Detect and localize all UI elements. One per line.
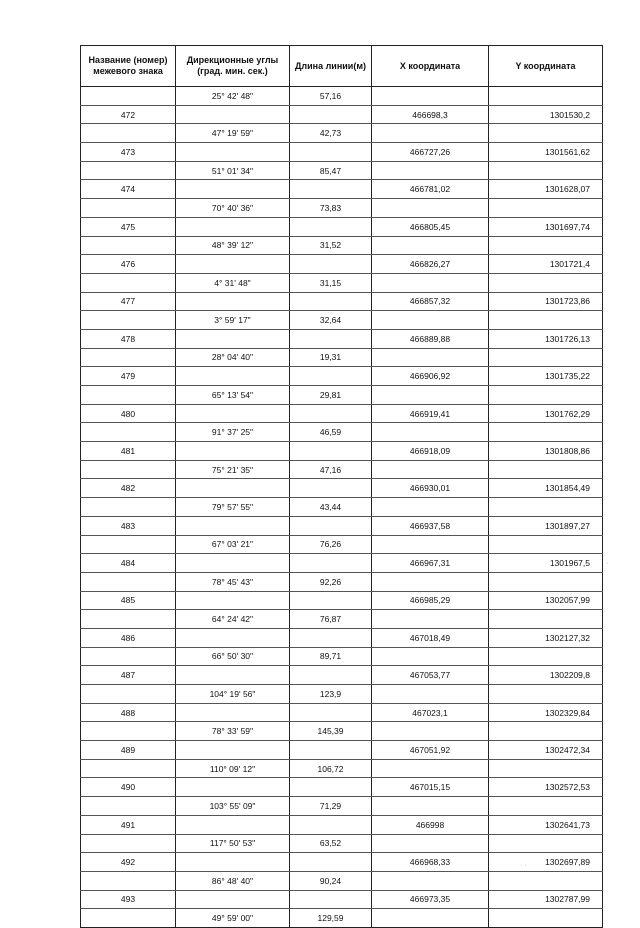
point-name: 485 (81, 591, 176, 610)
table-header-row (81, 46, 603, 87)
segment-length: 145,39 (290, 722, 372, 741)
empty-cell (176, 741, 290, 760)
empty-cell (290, 778, 372, 797)
point-x: 466967,31 (372, 554, 489, 573)
point-x: 467015,15 (372, 778, 489, 797)
point-row (81, 815, 603, 834)
point-name: 491 (81, 815, 176, 834)
point-row (81, 105, 603, 124)
empty-cell (290, 442, 372, 461)
point-x: 466889,88 (372, 329, 489, 348)
point-x: 466968,33 (372, 853, 489, 872)
segment-row (81, 423, 603, 442)
empty-cell (489, 124, 603, 143)
point-x: 467023,1 (372, 703, 489, 722)
segment-row (81, 311, 603, 330)
segment-angle: 67° 03' 21" (176, 535, 290, 554)
empty-cell (372, 386, 489, 405)
segment-row (81, 386, 603, 405)
segment-row (81, 87, 603, 106)
point-row (81, 180, 603, 199)
segment-length: 31,52 (290, 236, 372, 255)
point-y: 1301628,07 (489, 180, 603, 199)
empty-cell (81, 498, 176, 517)
empty-cell (176, 778, 290, 797)
empty-cell (81, 610, 176, 629)
empty-cell (176, 404, 290, 423)
empty-cell (176, 479, 290, 498)
point-y: 1301854,49 (489, 479, 603, 498)
empty-cell (372, 498, 489, 517)
empty-cell (176, 442, 290, 461)
point-y: 1302697,89 (489, 853, 603, 872)
segment-angle: 91° 37' 25" (176, 423, 290, 442)
point-y: 1301735,22 (489, 367, 603, 386)
segment-row (81, 535, 603, 554)
header-length: Длина линии(м) (290, 46, 372, 87)
point-y: 1302472,34 (489, 741, 603, 760)
point-row (81, 741, 603, 760)
segment-angle: 49° 59' 00" (176, 909, 290, 928)
point-x: 466998 (372, 815, 489, 834)
point-name: 490 (81, 778, 176, 797)
empty-cell (372, 311, 489, 330)
point-x: 466857,32 (372, 292, 489, 311)
point-row (81, 666, 603, 685)
point-y: 1302329,84 (489, 703, 603, 722)
point-x: 466698,3 (372, 105, 489, 124)
point-row (81, 442, 603, 461)
empty-cell (81, 311, 176, 330)
empty-cell (290, 628, 372, 647)
segment-length: 19,31 (290, 348, 372, 367)
empty-cell (489, 685, 603, 704)
empty-cell (372, 124, 489, 143)
empty-cell (372, 797, 489, 816)
segment-row (81, 610, 603, 629)
segment-length: 73,83 (290, 199, 372, 218)
segment-length: 85,47 (290, 161, 372, 180)
segment-length: 31,15 (290, 273, 372, 292)
point-y: 1301721,4 (489, 255, 603, 274)
empty-cell (489, 236, 603, 255)
point-row (81, 143, 603, 162)
empty-cell (176, 516, 290, 535)
segment-row (81, 161, 603, 180)
scan-specks: · (606, 560, 609, 567)
point-x: 467053,77 (372, 666, 489, 685)
segment-angle: 78° 45' 43" (176, 572, 290, 591)
empty-cell (372, 423, 489, 442)
point-name: 477 (81, 292, 176, 311)
point-name: 493 (81, 890, 176, 909)
point-row (81, 778, 603, 797)
empty-cell (290, 853, 372, 872)
empty-cell (81, 236, 176, 255)
empty-cell (372, 199, 489, 218)
segment-length: 46,59 (290, 423, 372, 442)
point-row (81, 554, 603, 573)
point-row (81, 292, 603, 311)
empty-cell (176, 329, 290, 348)
point-row (81, 479, 603, 498)
segment-length: 106,72 (290, 759, 372, 778)
point-name: 488 (81, 703, 176, 722)
empty-cell (176, 255, 290, 274)
empty-cell (176, 217, 290, 236)
empty-cell (372, 572, 489, 591)
empty-cell (489, 199, 603, 218)
segment-length: 63,52 (290, 834, 372, 853)
point-name: 483 (81, 516, 176, 535)
empty-cell (81, 348, 176, 367)
empty-cell (81, 871, 176, 890)
empty-cell (290, 516, 372, 535)
segment-angle: 28° 04' 40" (176, 348, 290, 367)
segment-row (81, 685, 603, 704)
segment-angle: 78° 33' 59" (176, 722, 290, 741)
segment-length: 71,29 (290, 797, 372, 816)
point-name: 474 (81, 180, 176, 199)
empty-cell (489, 610, 603, 629)
empty-cell (372, 348, 489, 367)
segment-row (81, 909, 603, 928)
empty-cell (290, 217, 372, 236)
empty-cell (372, 460, 489, 479)
empty-cell (489, 423, 603, 442)
segment-angle: 70° 40' 36" (176, 199, 290, 218)
empty-cell (290, 554, 372, 573)
header-angle: Дирекционные углы (град. мин. сек.) (176, 46, 290, 87)
point-row (81, 591, 603, 610)
empty-cell (489, 273, 603, 292)
empty-cell (81, 87, 176, 106)
empty-cell (372, 871, 489, 890)
empty-cell (176, 853, 290, 872)
empty-cell (290, 329, 372, 348)
segment-row (81, 834, 603, 853)
empty-cell (81, 386, 176, 405)
segment-length: 47,16 (290, 460, 372, 479)
empty-cell (81, 161, 176, 180)
point-row (81, 404, 603, 423)
empty-cell (81, 273, 176, 292)
empty-cell (489, 311, 603, 330)
empty-cell (489, 498, 603, 517)
segment-row (81, 273, 603, 292)
point-x: 466937,58 (372, 516, 489, 535)
empty-cell (489, 386, 603, 405)
point-y: 1301726,13 (489, 329, 603, 348)
segment-row (81, 647, 603, 666)
empty-cell (290, 255, 372, 274)
segment-angle: 86° 48' 40" (176, 871, 290, 890)
empty-cell (290, 703, 372, 722)
segment-angle: 48° 39' 12" (176, 236, 290, 255)
empty-cell (81, 797, 176, 816)
segment-angle: 103° 55' 09" (176, 797, 290, 816)
empty-cell (290, 666, 372, 685)
point-row (81, 516, 603, 535)
empty-cell (372, 685, 489, 704)
segment-row (81, 871, 603, 890)
point-x: 467018,49 (372, 628, 489, 647)
empty-cell (290, 479, 372, 498)
segment-angle: 117° 50' 53" (176, 834, 290, 853)
empty-cell (489, 871, 603, 890)
empty-cell (290, 591, 372, 610)
segment-row (81, 759, 603, 778)
empty-cell (176, 703, 290, 722)
empty-cell (81, 572, 176, 591)
header-x: Х координата (372, 46, 489, 87)
point-y: 1301762,29 (489, 404, 603, 423)
segment-row (81, 460, 603, 479)
point-x: 466918,09 (372, 442, 489, 461)
segment-length: 57,16 (290, 87, 372, 106)
segment-row (81, 236, 603, 255)
empty-cell (290, 367, 372, 386)
empty-cell (372, 759, 489, 778)
empty-cell (372, 722, 489, 741)
empty-cell (290, 180, 372, 199)
empty-cell (176, 180, 290, 199)
segment-angle: 3° 59' 17" (176, 311, 290, 330)
segment-row (81, 797, 603, 816)
segment-length: 43,44 (290, 498, 372, 517)
empty-cell (489, 647, 603, 666)
point-y: 1301897,27 (489, 516, 603, 535)
point-x: 466985,29 (372, 591, 489, 610)
empty-cell (489, 722, 603, 741)
empty-cell (176, 666, 290, 685)
segment-angle: 79° 57' 55" (176, 498, 290, 517)
empty-cell (489, 572, 603, 591)
segment-angle: 4° 31' 48" (176, 273, 290, 292)
empty-cell (290, 105, 372, 124)
segment-length: 29,81 (290, 386, 372, 405)
point-y: 1302787,99 (489, 890, 603, 909)
point-y: 1301967,5 (489, 554, 603, 573)
empty-cell (176, 628, 290, 647)
point-name: 484 (81, 554, 176, 573)
point-y: 1302641,73 (489, 815, 603, 834)
empty-cell (489, 460, 603, 479)
segment-angle: 75° 21' 35" (176, 460, 290, 479)
empty-cell (176, 367, 290, 386)
segment-angle: 66° 50' 30" (176, 647, 290, 666)
point-row (81, 217, 603, 236)
segment-length: 123,9 (290, 685, 372, 704)
point-row (81, 367, 603, 386)
segment-row (81, 572, 603, 591)
empty-cell (176, 591, 290, 610)
segment-length: 89,71 (290, 647, 372, 666)
empty-cell (372, 535, 489, 554)
segment-row (81, 348, 603, 367)
segment-angle: 104° 19' 56" (176, 685, 290, 704)
point-y: 1301808,86 (489, 442, 603, 461)
empty-cell (489, 759, 603, 778)
point-name: 486 (81, 628, 176, 647)
empty-cell (489, 535, 603, 554)
point-y: 1301530,2 (489, 105, 603, 124)
point-name: 476 (81, 255, 176, 274)
empty-cell (489, 909, 603, 928)
point-y: 1301561,62 (489, 143, 603, 162)
empty-cell (489, 87, 603, 106)
point-x: 466919,41 (372, 404, 489, 423)
empty-cell (290, 890, 372, 909)
empty-cell (372, 909, 489, 928)
point-x: 467051,92 (372, 741, 489, 760)
empty-cell (372, 610, 489, 629)
point-x: 466826,27 (372, 255, 489, 274)
empty-cell (81, 647, 176, 666)
empty-cell (81, 685, 176, 704)
empty-cell (81, 722, 176, 741)
point-x: 466727,26 (372, 143, 489, 162)
segment-length: 76,87 (290, 610, 372, 629)
empty-cell (81, 535, 176, 554)
empty-cell (81, 909, 176, 928)
empty-cell (489, 797, 603, 816)
segment-angle: 47° 19' 59" (176, 124, 290, 143)
scan-specks: · · (520, 862, 527, 869)
point-row (81, 890, 603, 909)
empty-cell (372, 161, 489, 180)
empty-cell (290, 741, 372, 760)
empty-cell (81, 759, 176, 778)
point-name: 487 (81, 666, 176, 685)
point-name: 472 (81, 105, 176, 124)
empty-cell (81, 423, 176, 442)
empty-cell (372, 87, 489, 106)
segment-length: 90,24 (290, 871, 372, 890)
boundary-coordinates-table (80, 45, 603, 928)
point-y: 1302209,8 (489, 666, 603, 685)
point-x: 466906,92 (372, 367, 489, 386)
point-name: 478 (81, 329, 176, 348)
point-x: 466805,45 (372, 217, 489, 236)
empty-cell (81, 199, 176, 218)
point-row (81, 329, 603, 348)
point-name: 492 (81, 853, 176, 872)
segment-row (81, 498, 603, 517)
point-row (81, 628, 603, 647)
segment-length: 32,64 (290, 311, 372, 330)
empty-cell (81, 460, 176, 479)
empty-cell (489, 161, 603, 180)
segment-length: 42,73 (290, 124, 372, 143)
segment-row (81, 124, 603, 143)
point-name: 489 (81, 741, 176, 760)
empty-cell (290, 404, 372, 423)
point-name: 482 (81, 479, 176, 498)
empty-cell (176, 890, 290, 909)
empty-cell (176, 815, 290, 834)
point-y: 1301697,74 (489, 217, 603, 236)
empty-cell (290, 143, 372, 162)
empty-cell (176, 105, 290, 124)
empty-cell (372, 273, 489, 292)
empty-cell (81, 124, 176, 143)
empty-cell (489, 348, 603, 367)
point-name: 479 (81, 367, 176, 386)
segment-angle: 110° 09' 12" (176, 759, 290, 778)
point-x: 466930,01 (372, 479, 489, 498)
header-name: Название (номер) межевого знака (81, 46, 176, 87)
point-x: 466973,35 (372, 890, 489, 909)
empty-cell (176, 554, 290, 573)
point-row (81, 703, 603, 722)
segment-angle: 64° 24' 42" (176, 610, 290, 629)
point-name: 475 (81, 217, 176, 236)
empty-cell (489, 834, 603, 853)
segment-length: 76,26 (290, 535, 372, 554)
point-y: 1302572,53 (489, 778, 603, 797)
segment-length: 92,26 (290, 572, 372, 591)
empty-cell (372, 834, 489, 853)
segment-length: 129,59 (290, 909, 372, 928)
point-name: 473 (81, 143, 176, 162)
point-y: 1302127,32 (489, 628, 603, 647)
point-x: 466781,02 (372, 180, 489, 199)
table-body (81, 87, 603, 928)
segment-row (81, 199, 603, 218)
point-name: 481 (81, 442, 176, 461)
segment-angle: 25° 42' 48" (176, 87, 290, 106)
empty-cell (290, 815, 372, 834)
point-row (81, 255, 603, 274)
segment-angle: 51° 01' 34" (176, 161, 290, 180)
empty-cell (176, 292, 290, 311)
header-y: Y координата (489, 46, 603, 87)
empty-cell (290, 292, 372, 311)
segment-row (81, 722, 603, 741)
empty-cell (372, 647, 489, 666)
point-y: 1301723,86 (489, 292, 603, 311)
point-y: 1302057,99 (489, 591, 603, 610)
empty-cell (81, 834, 176, 853)
empty-cell (372, 236, 489, 255)
empty-cell (176, 143, 290, 162)
point-name: 480 (81, 404, 176, 423)
segment-angle: 65° 13' 54" (176, 386, 290, 405)
